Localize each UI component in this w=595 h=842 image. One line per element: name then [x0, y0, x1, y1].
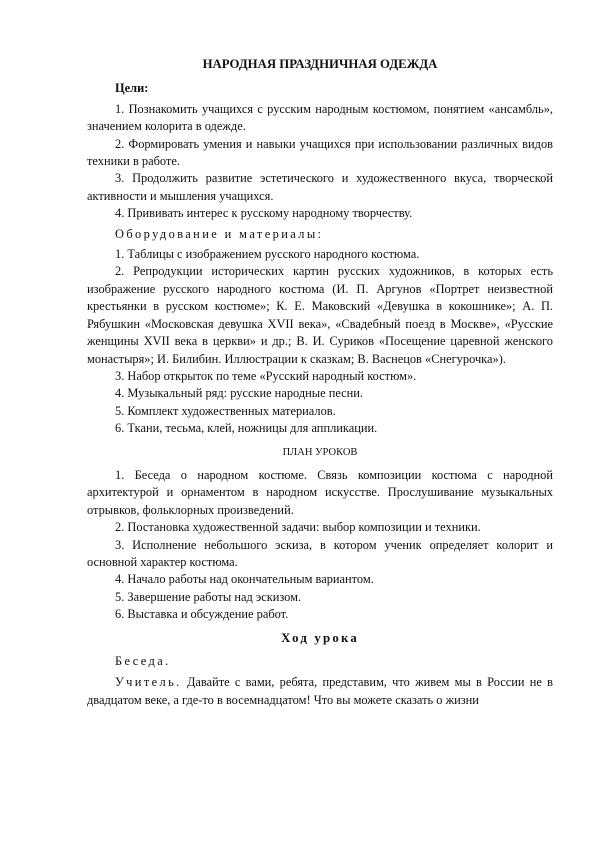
goal-item: 4. Прививать интерес к русскому народному творчеству. [115, 206, 413, 221]
goal-item: 1. Познакомить учащихся с русским народным костюмом, понятием «ансамбль», значением колорита в одежде. [87, 101, 553, 134]
speaker-label: Учитель. [115, 675, 182, 690]
plan-heading: ПЛАН УРОКОВ [282, 446, 358, 458]
goal-item: 3. Продолжить развитие эстетического и художественного вкуса, творческой активности и мышления учащихся. [87, 171, 553, 203]
plan-item: 6. Выставка и обсуждение работ. [115, 607, 289, 622]
teacher-speech [87, 674, 553, 709]
goals-heading: Цели: [115, 81, 149, 96]
equipment-item: 1. Таблицы с изображением русского народного костюма. [115, 247, 420, 262]
conversation-section-heading: Беседа. [115, 654, 171, 668]
goal-item: 2. Формировать умения и навыки учащихся при использовании различных видов техники в работе. [87, 136, 553, 169]
equipment-item: 5. Комплект художественных материалов. [115, 403, 336, 418]
equipment-item: 3. Набор открыток по теме «Русский народный костюм». [115, 368, 417, 383]
plan-item: 4. Начало работы над окончательным вариантом. [115, 572, 374, 587]
equipment-item: 4. Музыкальный ряд: русские народные песни. [115, 386, 364, 401]
equipment-item: 6. Ткани, тесьма, клей, ножницы для аппликации. [115, 421, 378, 436]
equipment-heading: Оборудование и материалы: [115, 226, 324, 241]
plan-item: 2. Постановка художественной задачи: выбор композиции и техники. [115, 520, 481, 535]
document-title: НАРОДНАЯ ПРАЗДНИЧНАЯ ОДЕЖДА [202, 57, 438, 71]
document-content [87, 56, 553, 709]
plan-item: 1. Беседа о народном костюме. Связь композиции костюма с народной архитектурой и орнаментом в народном искусстве. Прослушивание музыкальных отрывков, фольклорных произведений. [87, 467, 553, 517]
plan-item: 5. Завершение работы над эскизом. [115, 589, 302, 604]
speech-text: Давайте с вами, ребята, представим, что живем мы в России не в двадцатом веке, а где-то в восемнадцатом! Что вы можете сказать о жизни [87, 675, 553, 707]
equipment-item: 2. Репродукции исторических картин русских художников, в которых есть изображение русского народного костюма (И. П. Аргунов «Портрет неизвестной крестьянки в русском костюме»; К. Е. Маковский «Девушка в кокошнике»; А. П. Рябушкин «Московская девушка XVII века», «Свадебный поезд в Москве», «Русские женщины XVII века в церкви» и др.; В. И. Суриков «Посещение царевной женского монастыря»; И. Билибин. Иллюстрации к сказкам; В. Васнецов «Снегурочка»). [87, 264, 553, 366]
lesson-course-heading: Ход урока [281, 630, 359, 645]
plan-item: 3. Исполнение небольшого эскиза, в котором ученик определяет колорит и основной характер костюма. [87, 537, 553, 569]
